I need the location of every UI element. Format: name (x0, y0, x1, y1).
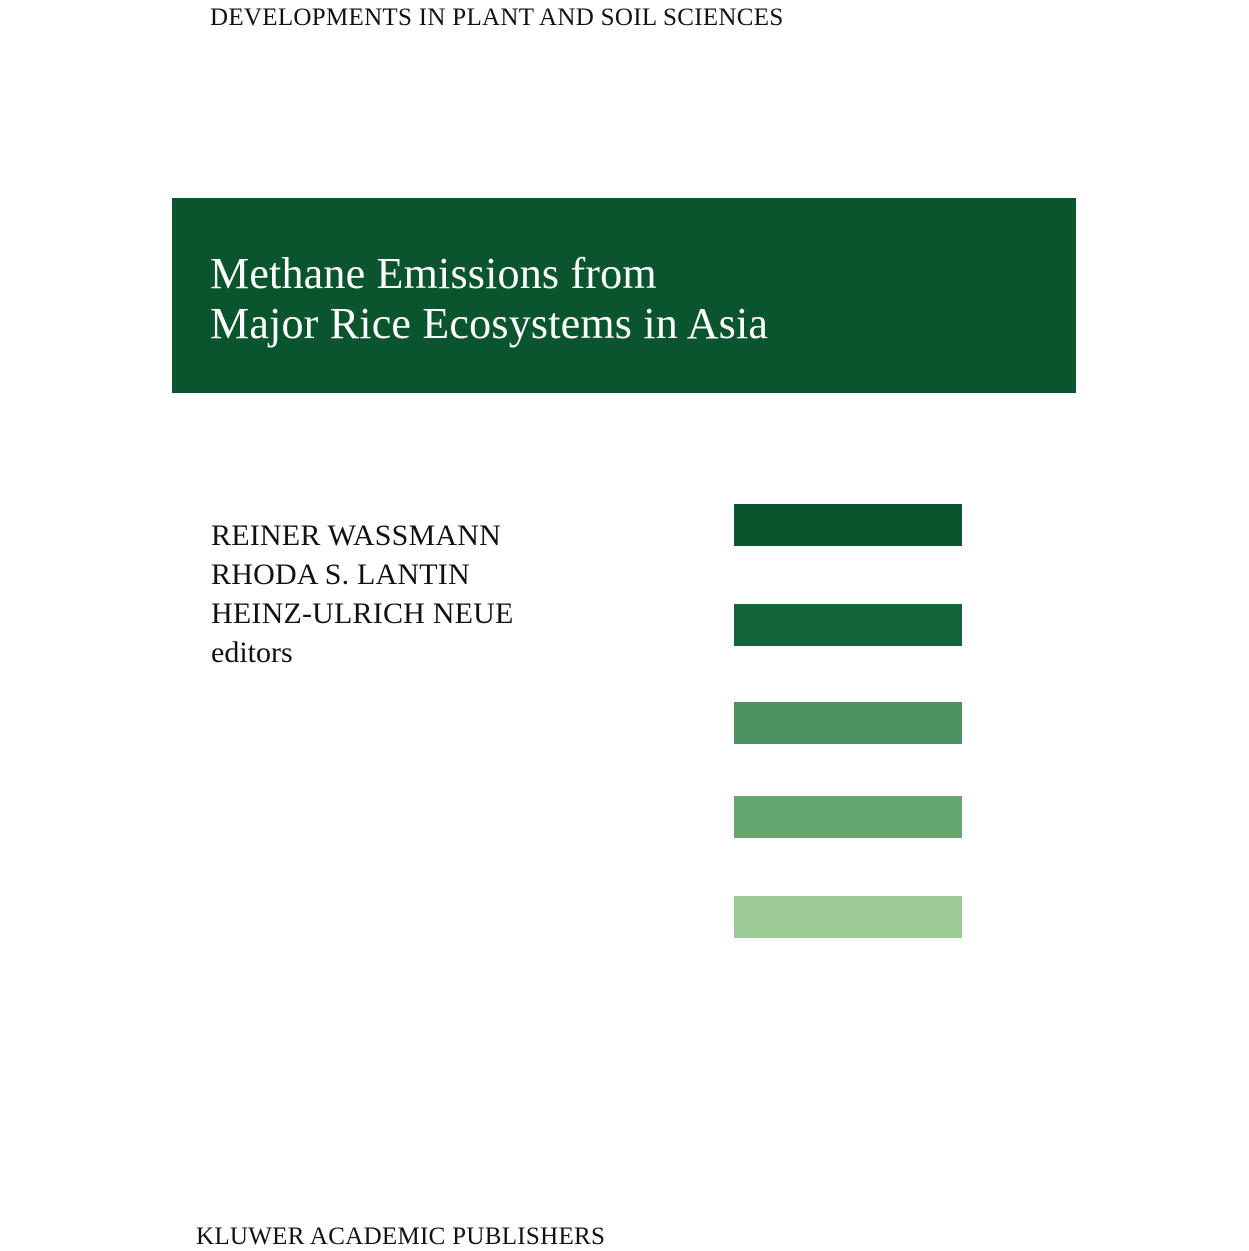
publisher-name: KLUWER ACADEMIC PUBLISHERS (196, 1223, 606, 1250)
decorative-bars (734, 0, 962, 1249)
decorative-bar-3 (734, 702, 962, 744)
decorative-bar-5 (734, 896, 962, 938)
decorative-bar-2 (734, 604, 962, 646)
editor-name: REINER WASSMANN (211, 519, 501, 552)
editors-label: editors (211, 636, 293, 669)
editors-block (211, 516, 514, 672)
editor-name: RHODA S. LANTIN (211, 558, 470, 591)
decorative-bar-4 (734, 796, 962, 838)
series-title: DEVELOPMENTS IN PLANT AND SOIL SCIENCES (210, 4, 784, 31)
editor-name: HEINZ-ULRICH NEUE (211, 597, 514, 630)
decorative-bar-1 (734, 504, 962, 546)
book-title-line-1: Methane Emissions from (210, 249, 657, 298)
book-title-line-2: Major Rice Ecosystems in Asia (210, 299, 769, 348)
